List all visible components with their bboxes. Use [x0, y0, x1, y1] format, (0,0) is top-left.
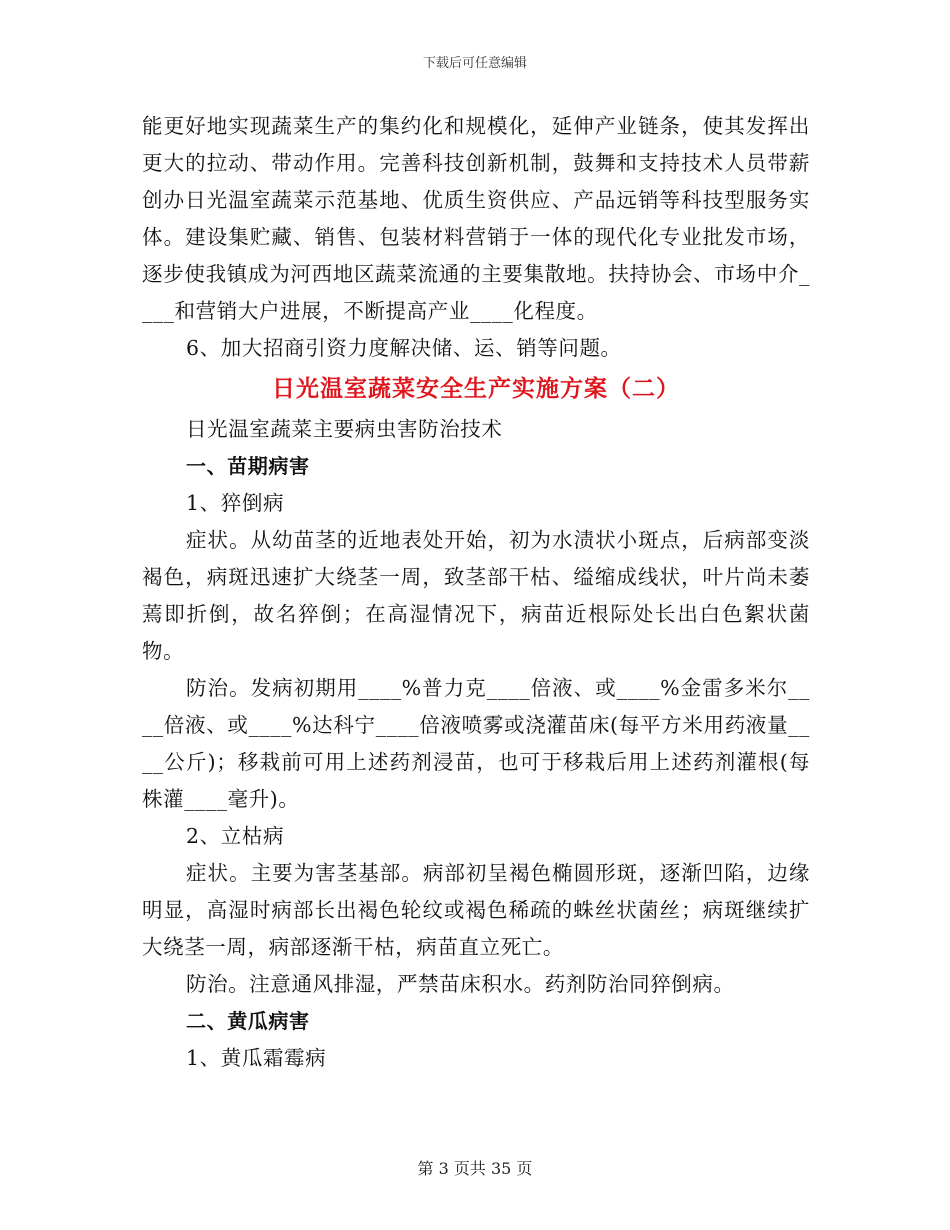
page-footer: 第 3 页共 35 页 [417, 1159, 533, 1178]
paragraph-damping-off-control: 防治。发病初期用____%普力克____倍液、或____%金雷多米尔____倍液、或____%达科宁____倍液喷雾或浇灌苗床(每平方米用药液量____公斤)；移栽前可用上述药剂浸苗，也可于移栽后用上述药剂灌根(每株灌____毫升)。 [142, 676, 810, 811]
item-damping-off: 1、猝倒病 [186, 491, 285, 515]
paragraph-industry-chain: 能更好地实现蔬菜生产的集约化和规模化，延伸产业链条，使其发挥出更大的拉动、带动作用。完善科技创新机制，鼓舞和支持技术人员带薪创办日光温室蔬菜示范基地、优质生资供应、产品远销等科技型服务实体。建设集贮藏、销售、包装材料营销于一体的现代化专业批发市场，逐步使我镇成为河西地区蔬菜流通的主要集散地。扶持协会、市场中介____和营销大户进展，不断提高产业____化程度。 [142, 114, 810, 323]
paragraph-rhizoctonia-symptoms: 症状。主要为害茎基部。病部初呈褐色椭圆形斑，逐渐凹陷，边缘明显，高湿时病部长出褐色轮纹或褐色稀疏的蛛丝状菌丝；病斑继续扩大绕茎一周，病部逐渐干枯，病苗直立死亡。 [142, 861, 810, 959]
item-rhizoctonia-rot: 2、立枯病 [186, 824, 285, 848]
document-subtitle: 日光温室蔬菜主要病虫害防治技术 [186, 417, 503, 441]
section-heading-seedling-diseases: 一、苗期病害 [186, 454, 310, 478]
document-title: 日光温室蔬菜安全生产实施方案（二） [272, 376, 680, 402]
paragraph-damping-off-symptoms: 症状。从幼苗茎的近地表处开始，初为水渍状小斑点，后病部变淡褐色，病斑迅速扩大绕茎一周，致茎部干枯、缢缩成线状，叶片尚未萎蔫即折倒，故名猝倒；在高湿情况下，病苗近根际处长出白色絮状菌物。 [142, 528, 810, 663]
item-downy-mildew: 1、黄瓜霜霉病 [186, 1046, 327, 1070]
page-header: 下载后可任意编辑 [422, 56, 527, 71]
paragraph-investment: 6、加大招商引资力度解决储、运、销等问题。 [186, 336, 622, 360]
section-heading-cucumber-diseases: 二、黄瓜病害 [186, 1009, 310, 1033]
document-body [142, 108, 810, 1077]
paragraph-rhizoctonia-control: 防治。注意通风排湿，严禁苗床积水。药剂防治同猝倒病。 [186, 972, 735, 996]
